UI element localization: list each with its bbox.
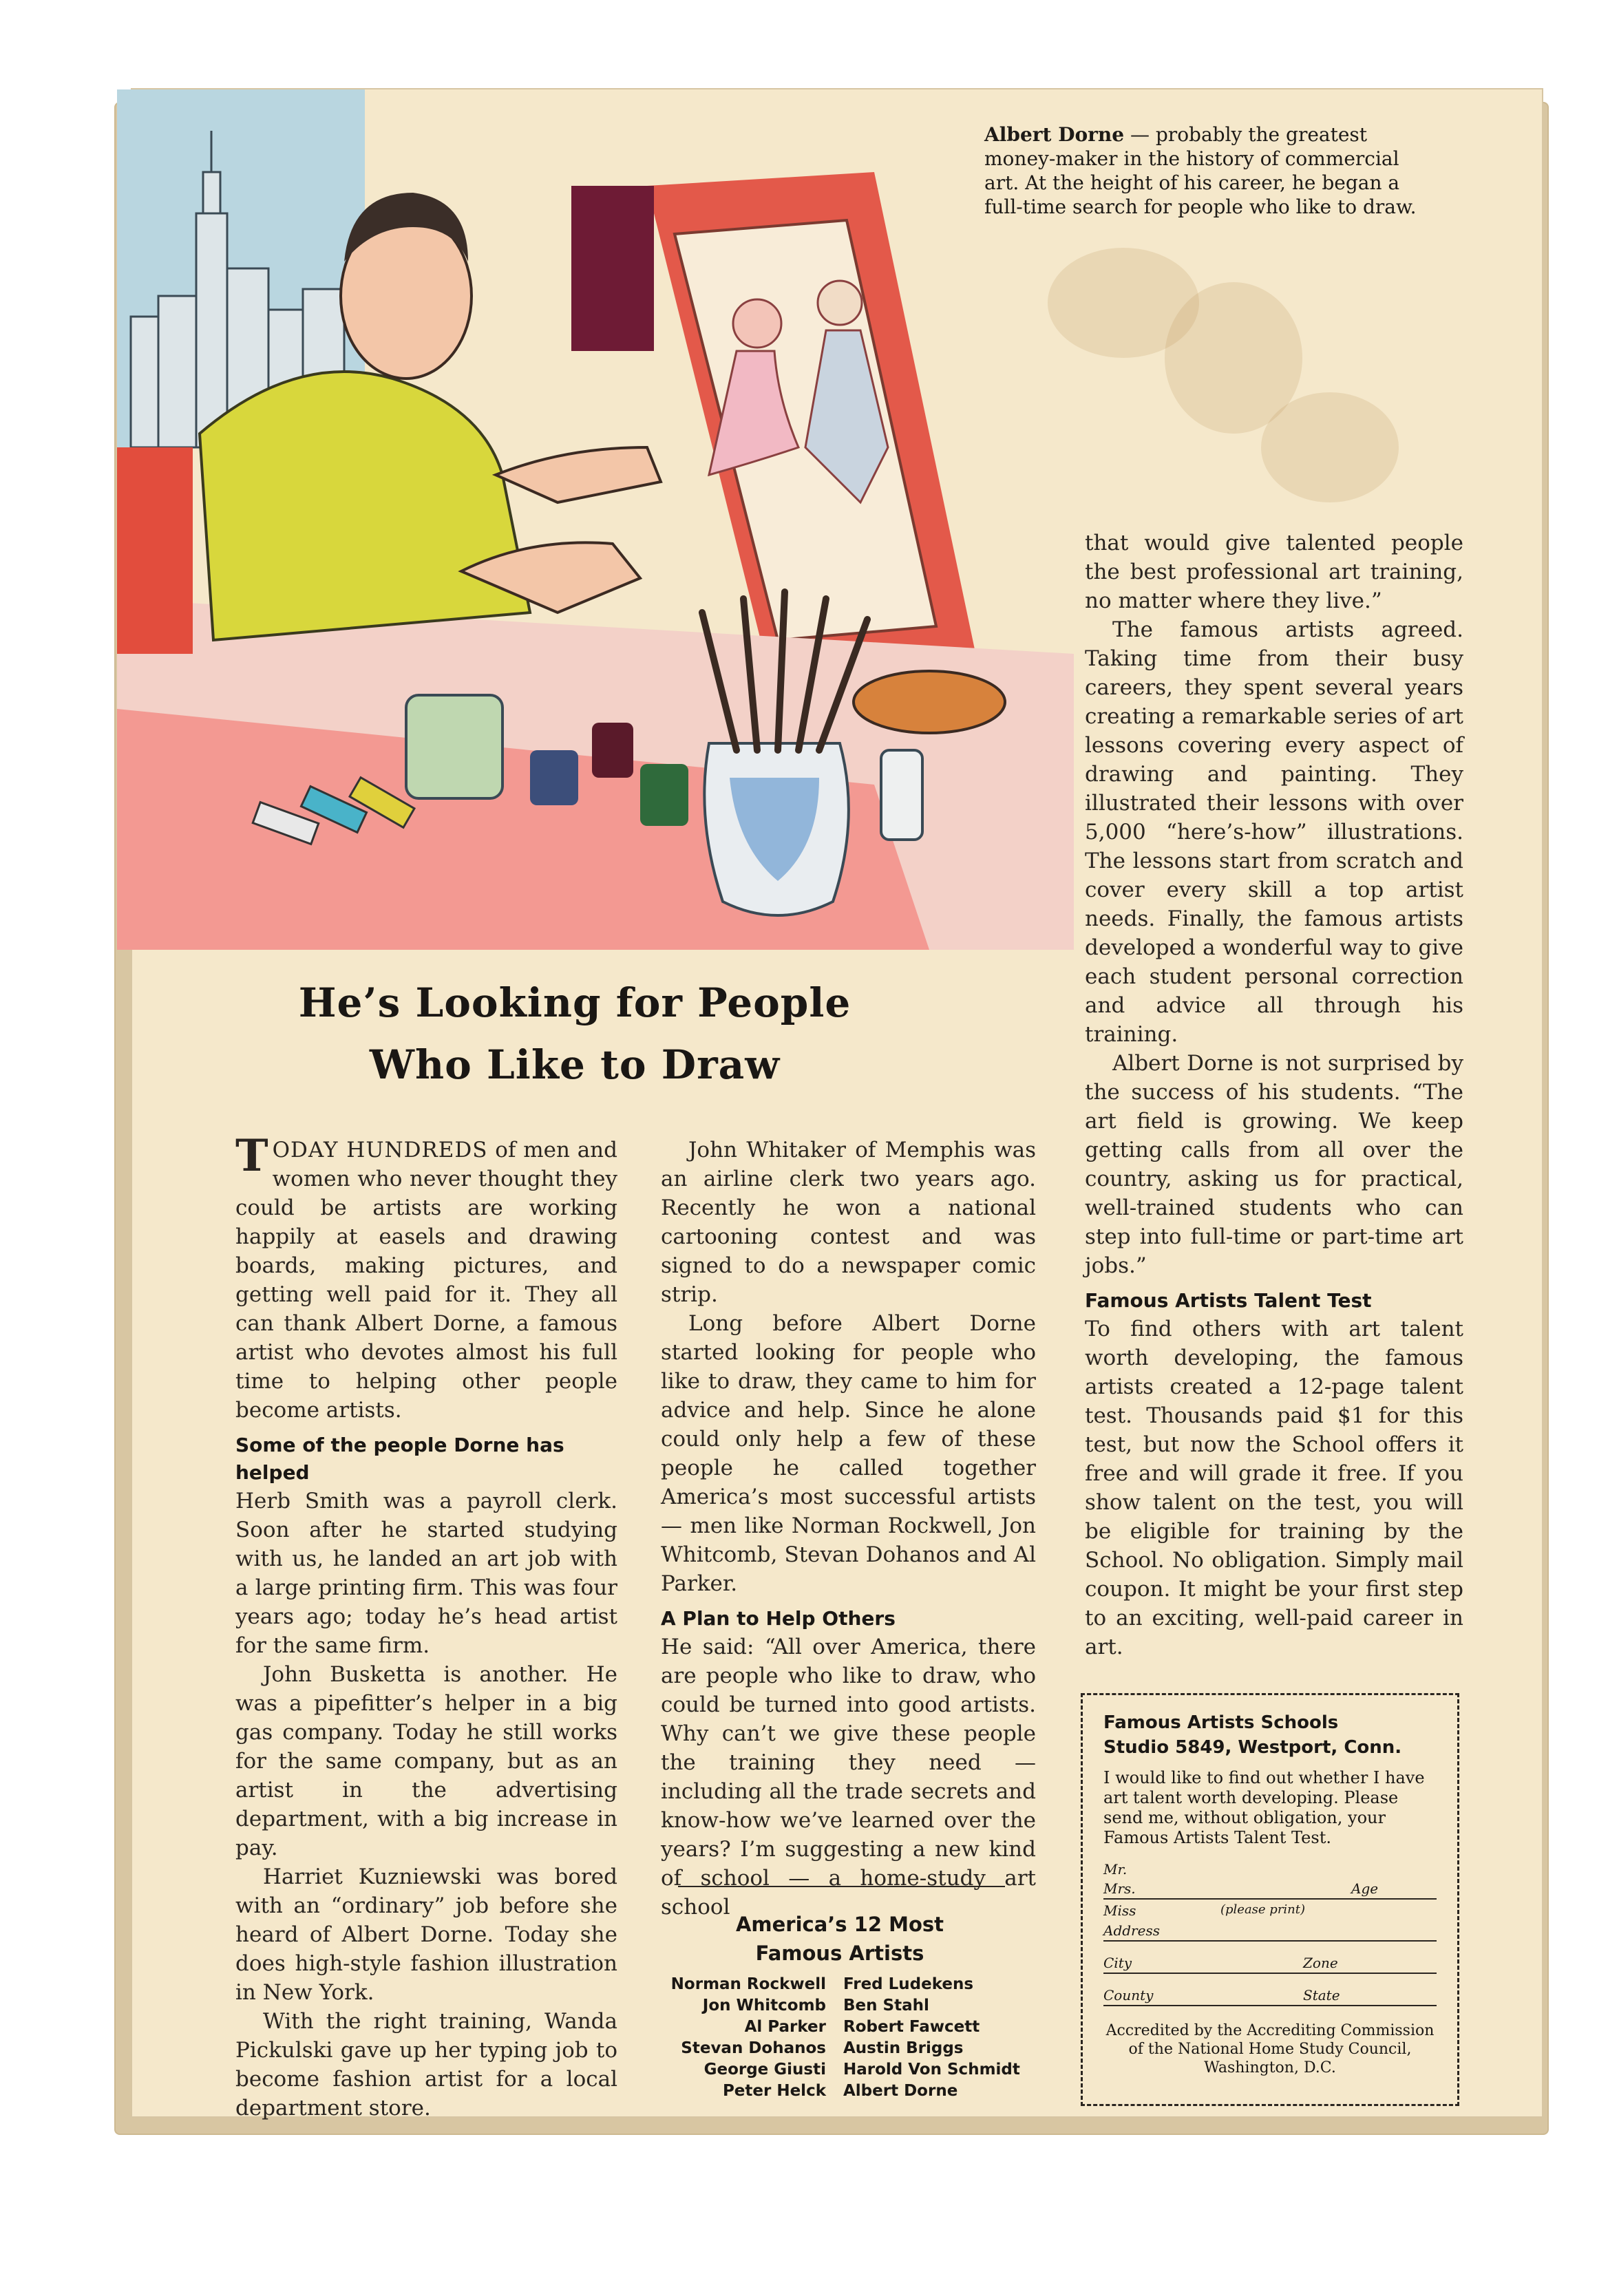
busketta-paragraph: John Busketta is another. He was a pipefitter’s helper in a big gas company. Today he still works for the same company, but as an artist in the advertising department, with a big increase in pay. xyxy=(235,1662,617,1860)
artist-name: Jon Whitcomb xyxy=(702,1997,826,2015)
subhead-people-helped: Some of the people Dorne has helped xyxy=(235,1434,564,1484)
caption-name: Albert Dorne xyxy=(984,123,1125,146)
artist-name: Ben Stahl xyxy=(843,1997,929,2015)
miss-label: Miss xyxy=(1103,1902,1136,1919)
accreditation-note: Accredited by the Accrediting Commission of the National Home Study Council, Washington, D.C. xyxy=(1105,2022,1435,2076)
lessons-paragraph: The famous artists agreed. Taking time from their busy careers, they spent several years creating a remarkable series of art lessons covering every aspect of drawing and painting. They illustrated their lessons with over 5,000 “here’s-how” illustrations. The lessons start from scratch and cover every skill a top artist needs. Finally, the famous artists developed a wonderful way to give each student personal correction and advice all through his training. xyxy=(1085,617,1463,1047)
artist-name: Fred Ludekens xyxy=(843,1975,974,1993)
continued-paragraph: that would give talented people the best professional art training, no matter where they live.” xyxy=(1085,531,1463,613)
artist-name: Albert Dorne xyxy=(843,2082,958,2100)
age-label: Age xyxy=(1351,1880,1379,1897)
plan-paragraph: He said: “All over America, there are people who like to draw, who could be turned into good artists. Why can’t we give these people the training they need — including all the trade secrets and know-how we’ve learned over the years? I’m suggesting a new kind of school — a home-study art school xyxy=(661,1635,1036,1920)
county-label: County xyxy=(1103,1987,1154,2003)
mail-coupon[interactable] xyxy=(1081,1693,1459,2106)
article-column-2 xyxy=(661,1136,1036,1922)
famous-title-line-1: America’s 12 Most xyxy=(735,1913,944,1936)
address-label: Address xyxy=(1103,1922,1160,1939)
zone-label: Zone xyxy=(1303,1955,1338,1971)
divider-rule xyxy=(678,1886,1005,1887)
headline-line-1: He’s Looking for People xyxy=(298,979,851,1026)
county-state-field[interactable] xyxy=(1103,1984,1437,2006)
chair xyxy=(117,447,193,654)
kuzniewski-paragraph: Harriet Kuzniewski was bored with an “ordinary” job before she heard of Albert Dorne. Today she does high-style fashion illustration in New York. xyxy=(235,1864,617,2005)
city-label: City xyxy=(1103,1955,1132,1971)
mrs-label: Mrs. xyxy=(1103,1880,1136,1897)
dark-panel xyxy=(571,186,654,351)
success-paragraph: Albert Dorne is not surprised by the success of his students. “The art field is growing. We keep getting calls from all over the country, asking us for practical, well-trained students who can step into full-time or part-time art jobs.” xyxy=(1085,1051,1463,1278)
article-column-1 xyxy=(235,1130,617,2123)
artist-name: Peter Helck xyxy=(722,2082,826,2100)
artist-name: Robert Fawcett xyxy=(843,2018,980,2036)
artist-name: Austin Briggs xyxy=(843,2039,964,2057)
intro-paragraph xyxy=(235,1130,617,1425)
artist-names-left xyxy=(620,1974,826,2102)
dorne-history-paragraph: Long before Albert Dorne started looking for people who like to draw, they came to him for advice and help. Since he alone could only help a few of these people he called together America’s most successful artists — men like Norman Rockwell, Jon Whitcomb, Stevan Dohanos and Al Parker. xyxy=(661,1311,1036,1596)
famous-title-line-2: Famous Artists xyxy=(755,1942,924,1965)
name-field[interactable] xyxy=(1103,1877,1437,1900)
headline-line-2: Who Like to Draw xyxy=(369,1041,781,1088)
artist-name: Stevan Dohanos xyxy=(681,2039,826,2057)
article-column-3 xyxy=(1085,529,1463,1661)
artist-name: George Giusti xyxy=(703,2061,826,2079)
subhead-talent-test: Famous Artists Talent Test xyxy=(1085,1289,1372,1312)
intro-text: of men and women who never thought they could be artists are working happily at easels and drawing boards, making pictures, and getting well paid for it. They all can thank Albert Dorne, a famous artist who devotes almost his full time to helping other people become artists. xyxy=(235,1138,617,1423)
lead-caps: ODAY HUNDREDS xyxy=(272,1138,488,1162)
famous-artists-title xyxy=(647,1910,1033,1968)
herb-smith-paragraph: Herb Smith was a payroll clerk. Soon after he started studying with us, he landed an art job with a large printing firm. This was four years ago; today he’s head artist for the same firm. xyxy=(235,1489,617,1658)
coupon-request-text: I would like to find out whether I have art talent worth developing. Please send me, without obligation, your Famous Artists Talent Test. xyxy=(1103,1768,1425,1847)
artist-name: Al Parker xyxy=(744,2018,826,2036)
talent-test-paragraph: To find others with art talent worth developing, the famous artists created a 12-page talent test. Thousands paid $1 for this test, but now the School offers it free and will grade it free. If you show talent on the test, you will be eligible for training by the School. No obligation. Simply mail coupon. It might be your first step to an exciting, well-paid career in art. xyxy=(1085,1317,1463,1659)
headline xyxy=(117,972,1033,1096)
pickulski-paragraph: With the right training, Wanda Pickulski gave up her typing job to become fashion artist for a local department store. xyxy=(235,2009,617,2120)
coupon-studio: Studio 5849, Westport, Conn. xyxy=(1103,1737,1402,1758)
address-field[interactable] xyxy=(1103,1919,1437,1942)
subhead-plan: A Plan to Help Others xyxy=(661,1607,896,1630)
drop-cap: T xyxy=(235,1130,268,1182)
mr-label: Mr. xyxy=(1103,1861,1128,1878)
please-print-label: (please print) xyxy=(1220,1902,1306,1917)
artist-name: Norman Rockwell xyxy=(670,1975,826,1993)
artist-names-right xyxy=(843,1974,1070,2102)
coupon-fields xyxy=(1103,1862,1437,2006)
albert-dorne-illustration xyxy=(117,89,1074,950)
paper-stain xyxy=(1261,392,1399,502)
whitaker-paragraph: John Whitaker of Memphis was an airline clerk two years ago. Recently he won a national cartooning contest and was signed to do a newspaper comic strip. xyxy=(661,1138,1036,1307)
artist-name: Harold Von Schmidt xyxy=(843,2061,1020,2079)
state-label: State xyxy=(1303,1987,1340,2003)
city-zone-field[interactable] xyxy=(1103,1951,1437,1974)
illustration-caption xyxy=(984,123,1425,219)
caption-text: — probably the greatest money-maker in the history of commercial art. At the height of his career, he began a full-time search for people who like to draw. xyxy=(984,123,1417,218)
coupon-school: Famous Artists Schools xyxy=(1103,1712,1339,1733)
